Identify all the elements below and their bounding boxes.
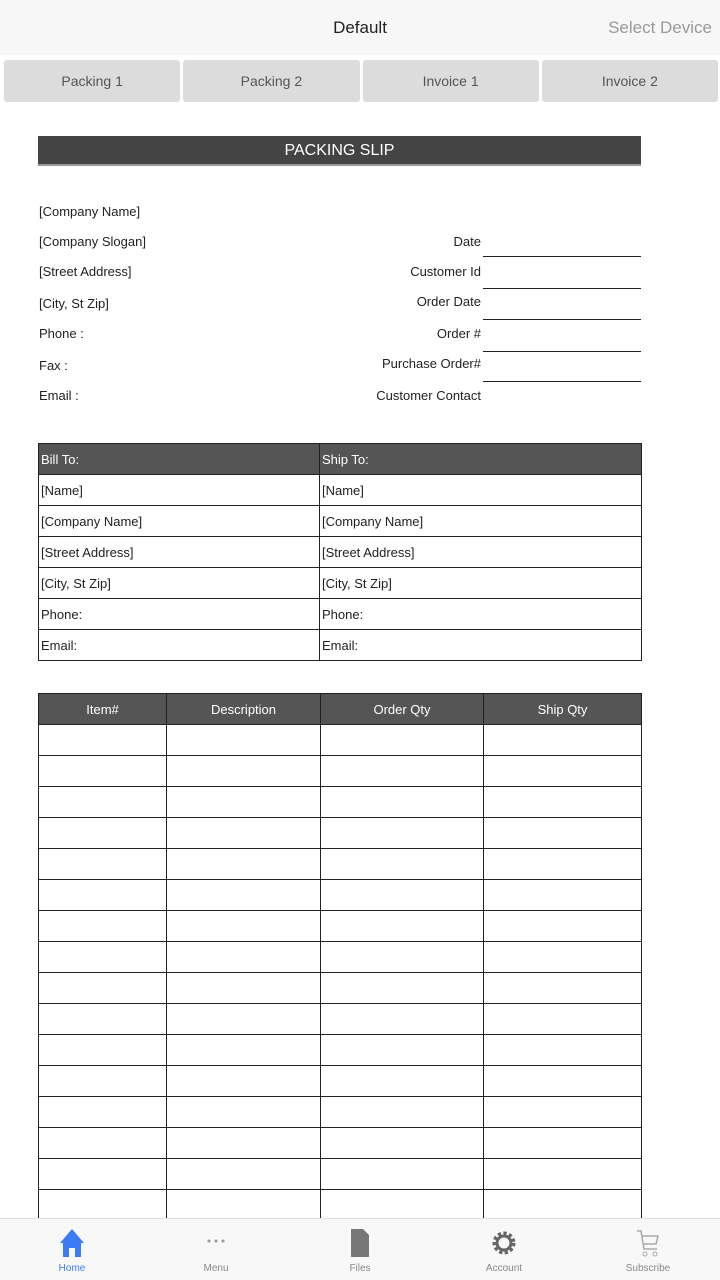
- item-cell[interactable]: [167, 1159, 321, 1190]
- bill-company[interactable]: [Company Name]: [39, 506, 320, 537]
- page-title: Default: [333, 18, 387, 37]
- bill-city[interactable]: [City, St Zip]: [39, 568, 320, 599]
- customer-contact-label: Customer Contact: [376, 388, 481, 403]
- table-row: [39, 725, 642, 756]
- bill-name[interactable]: [Name]: [39, 475, 320, 506]
- col-item-number: Item#: [39, 694, 167, 725]
- item-cell[interactable]: [167, 1066, 321, 1097]
- bill-street[interactable]: [Street Address]: [39, 537, 320, 568]
- table-row: [39, 1097, 642, 1128]
- table-row: [39, 1128, 642, 1159]
- table-row: [39, 942, 642, 973]
- customer-id-label: Customer Id: [410, 264, 481, 279]
- table-row: [39, 818, 642, 849]
- items-table: [38, 693, 642, 1221]
- phone-label: Phone :: [39, 326, 84, 341]
- top-bar: [0, 0, 720, 55]
- ship-city[interactable]: [City, St Zip]: [320, 568, 642, 599]
- item-cell[interactable]: [39, 818, 167, 849]
- item-cell[interactable]: [167, 818, 321, 849]
- table-row: [39, 1190, 642, 1221]
- ship-name[interactable]: [Name]: [320, 475, 642, 506]
- tab-packing-2[interactable]: Packing 2: [183, 60, 359, 102]
- item-cell[interactable]: [484, 1159, 642, 1190]
- street-address: [Street Address]: [39, 264, 132, 279]
- item-cell[interactable]: [484, 942, 642, 973]
- item-cell[interactable]: [39, 1190, 167, 1221]
- item-cell[interactable]: [484, 818, 642, 849]
- tab-invoice-2[interactable]: Invoice 2: [542, 60, 718, 102]
- bill-to-header: Bill To:: [39, 444, 320, 475]
- item-cell[interactable]: [39, 880, 167, 911]
- item-cell[interactable]: [484, 1128, 642, 1159]
- select-device-button[interactable]: Select Device: [608, 18, 712, 37]
- address-table: [38, 443, 642, 661]
- ship-company[interactable]: [Company Name]: [320, 506, 642, 537]
- item-cell[interactable]: [39, 911, 167, 942]
- email-label: Email :: [39, 388, 79, 403]
- ship-to-header: Ship To:: [320, 444, 642, 475]
- item-cell[interactable]: [484, 725, 642, 756]
- item-cell[interactable]: [39, 973, 167, 1004]
- nav-subscribe[interactable]: Subscribe: [576, 1219, 720, 1280]
- nav-files[interactable]: Files: [288, 1219, 432, 1280]
- item-cell[interactable]: [484, 1190, 642, 1221]
- item-cell[interactable]: [39, 1159, 167, 1190]
- item-cell[interactable]: [167, 1128, 321, 1159]
- doc-title: PACKING SLIP: [38, 136, 641, 166]
- item-cell[interactable]: [39, 725, 167, 756]
- nav-account[interactable]: Account: [432, 1219, 576, 1280]
- bill-phone[interactable]: Phone:: [39, 599, 320, 630]
- item-cell[interactable]: [39, 1066, 167, 1097]
- table-row: [39, 1066, 642, 1097]
- item-cell[interactable]: [167, 1035, 321, 1066]
- table-row: [39, 1004, 642, 1035]
- item-cell[interactable]: [321, 1128, 484, 1159]
- item-cell[interactable]: [39, 849, 167, 880]
- table-row: [39, 756, 642, 787]
- table-row: [39, 1159, 642, 1190]
- bottom-tab-bar: [0, 1218, 720, 1280]
- item-cell[interactable]: [321, 756, 484, 787]
- order-date-line[interactable]: [483, 319, 641, 320]
- item-cell[interactable]: [321, 787, 484, 818]
- bill-email[interactable]: Email:: [39, 630, 320, 661]
- item-cell[interactable]: [39, 1035, 167, 1066]
- ship-email[interactable]: Email:: [320, 630, 642, 661]
- item-cell[interactable]: [484, 1035, 642, 1066]
- item-cell[interactable]: [321, 973, 484, 1004]
- item-cell[interactable]: [484, 911, 642, 942]
- more-icon: [202, 1227, 230, 1259]
- fax-label: Fax :: [39, 358, 68, 373]
- item-cell[interactable]: [484, 1004, 642, 1035]
- item-cell[interactable]: [167, 849, 321, 880]
- item-cell[interactable]: [321, 849, 484, 880]
- table-row: [39, 973, 642, 1004]
- item-cell[interactable]: [484, 1066, 642, 1097]
- customer-id-line[interactable]: [483, 288, 641, 289]
- item-cell[interactable]: [167, 1004, 321, 1035]
- city-zip: [City, St Zip]: [39, 296, 109, 311]
- home-icon: [58, 1227, 86, 1259]
- item-cell[interactable]: [484, 1097, 642, 1128]
- item-cell[interactable]: [167, 725, 321, 756]
- item-cell[interactable]: [321, 1066, 484, 1097]
- ship-phone[interactable]: Phone:: [320, 599, 642, 630]
- item-cell[interactable]: [321, 725, 484, 756]
- gear-icon: [490, 1227, 518, 1259]
- item-cell[interactable]: [484, 756, 642, 787]
- file-icon: [346, 1227, 374, 1259]
- item-cell[interactable]: [484, 849, 642, 880]
- item-cell[interactable]: [39, 1004, 167, 1035]
- item-cell[interactable]: [167, 1097, 321, 1128]
- item-cell[interactable]: [321, 1035, 484, 1066]
- item-cell[interactable]: [321, 818, 484, 849]
- cart-icon: [634, 1227, 662, 1259]
- date-label: Date: [453, 234, 481, 249]
- item-cell[interactable]: [167, 973, 321, 1004]
- item-cell[interactable]: [167, 787, 321, 818]
- col-ship-qty: Ship Qty: [484, 694, 642, 725]
- item-cell[interactable]: [39, 787, 167, 818]
- company-name: [Company Name]: [39, 204, 141, 219]
- item-cell[interactable]: [321, 1004, 484, 1035]
- item-cell[interactable]: [39, 1128, 167, 1159]
- purchase-order-line[interactable]: [483, 381, 641, 382]
- item-cell[interactable]: [167, 911, 321, 942]
- table-row: [39, 787, 642, 818]
- item-cell[interactable]: [167, 1190, 321, 1221]
- date-line[interactable]: [483, 256, 641, 257]
- item-cell[interactable]: [321, 911, 484, 942]
- item-cell[interactable]: [321, 1190, 484, 1221]
- item-cell[interactable]: [167, 880, 321, 911]
- tab-packing-1[interactable]: Packing 1: [4, 60, 180, 102]
- item-cell[interactable]: [321, 1097, 484, 1128]
- item-cell[interactable]: [167, 756, 321, 787]
- nav-menu[interactable]: Menu: [144, 1219, 288, 1280]
- item-cell[interactable]: [321, 880, 484, 911]
- col-order-qty: Order Qty: [321, 694, 484, 725]
- tab-invoice-1[interactable]: Invoice 1: [363, 60, 539, 102]
- item-cell[interactable]: [39, 1097, 167, 1128]
- item-cell[interactable]: [39, 942, 167, 973]
- item-cell[interactable]: [321, 942, 484, 973]
- purchase-order-label: Purchase Order#: [382, 356, 481, 371]
- table-row: [39, 880, 642, 911]
- item-cell[interactable]: [484, 973, 642, 1004]
- nav-home[interactable]: Home: [0, 1219, 144, 1280]
- table-row: [39, 849, 642, 880]
- template-tabs: [4, 60, 718, 102]
- item-cell[interactable]: [321, 1159, 484, 1190]
- col-description: Description: [167, 694, 321, 725]
- item-cell[interactable]: [484, 787, 642, 818]
- item-cell[interactable]: [484, 880, 642, 911]
- order-number-line[interactable]: [483, 351, 641, 352]
- table-row: [39, 911, 642, 942]
- ship-street[interactable]: [Street Address]: [320, 537, 642, 568]
- order-number-label: Order #: [436, 326, 481, 341]
- item-cell[interactable]: [167, 942, 321, 973]
- item-cell[interactable]: [39, 756, 167, 787]
- company-slogan: [Company Slogan]: [39, 234, 146, 249]
- table-row: [39, 1035, 642, 1066]
- order-date-label: Order Date: [416, 294, 481, 309]
